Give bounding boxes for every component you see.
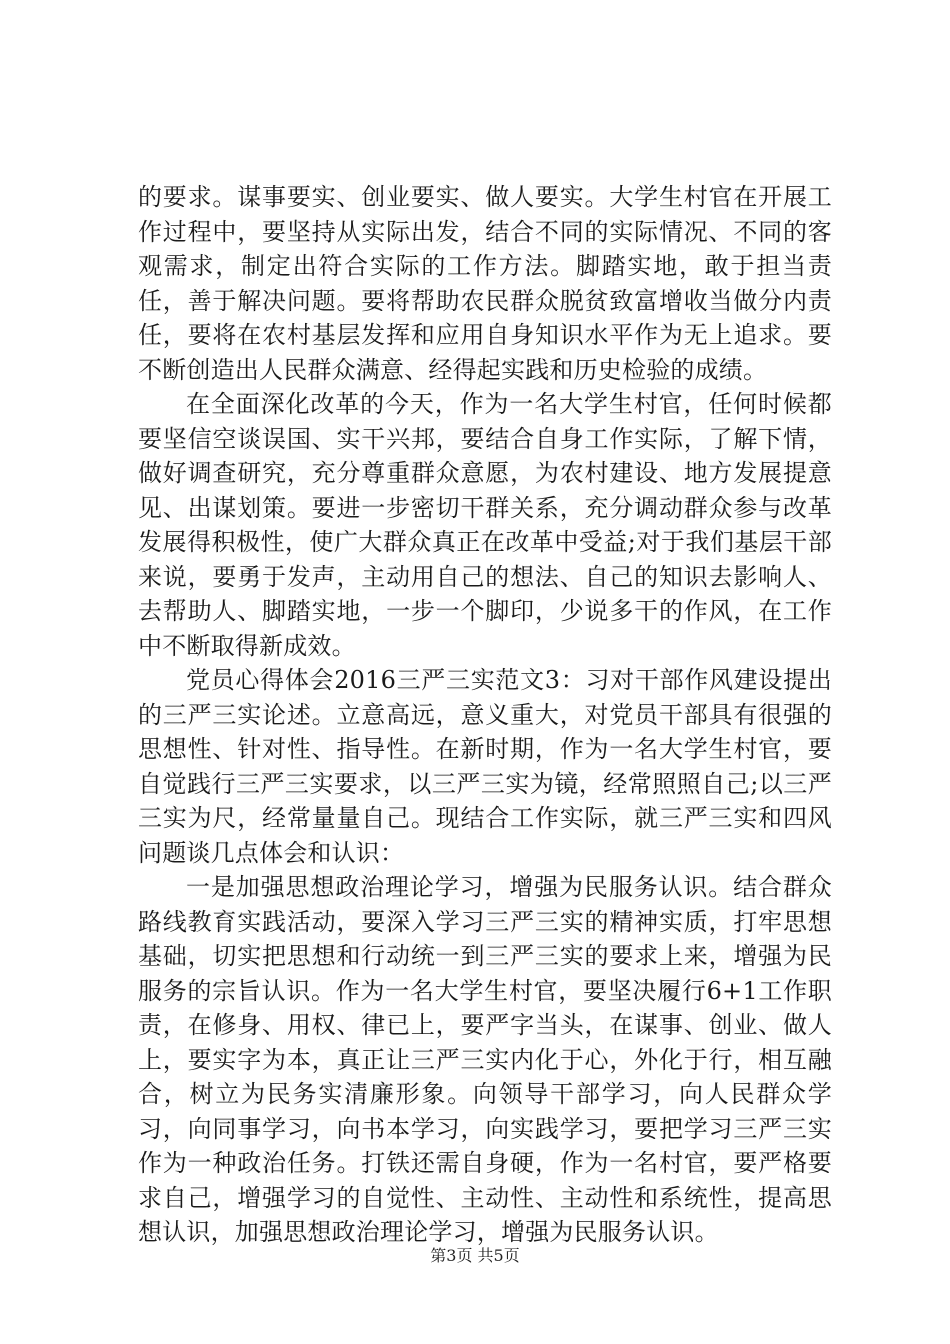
page-number: 第3页 共5页 [430,1246,520,1265]
page-footer [0,1243,950,1266]
paragraph: 党员心得体会2016三严三实范文3：习对干部作风建设提出的三严三实论述。立意高远，意义重大，对党员干部具有很强的思想性、针对性、指导性。在新时期，作为一名大学生村官，要自觉践行三严三实要求，以三严三实为镜，经常照照自己;以三严三实为尺，经常量量自己。现结合工作实际，就三严三实和四风问题谈几点体会和认识： [138,666,832,867]
paragraph: 在全面深化改革的今天，作为一名大学生村官，任何时候都要坚信空谈误国、实干兴邦，要结合自身工作实际，了解下情，做好调查研究，充分尊重群众意愿，为农村建设、地方发展提意见、出谋划策。要进一步密切干群关系，充分调动群众参与改革发展得积极性，使广大群众真正在改革中受益;对于我们基层干部来说，要勇于发声，主动用自己的想法、自己的知识去影响人、去帮助人、脚踏实地，一步一个脚印，少说多干的作风，在工作中不断取得新成效。 [138,390,832,660]
paragraph-continuation: 的要求。谋事要实、创业要实、做人要实。大学生村官在开展工作过程中，要坚持从实际出发，结合不同的实际情况、不同的客观需求，制定出符合实际的工作方法。脚踏实地，敢于担当责任，善于解决问题。要将帮助农民群众脱贫致富增收当做分内责任，要将在农村基层发挥和应用自身知识水平作为无上追求。要不断创造出人民群众满意、经得起实践和历史检验的成绩。 [138,183,832,384]
paragraph: 一是加强思想政治理论学习，增强为民服务认识。结合群众路线教育实践活动，要深入学习三严三实的精神实质，打牢思想基础，切实把思想和行动统一到三严三实的要求上来，增强为民服务的宗旨认识。作为一名大学生村官，要坚决履行6+1工作职责，在修身、用权、律已上，要严字当头，在谋事、创业、做人上，要实字为本，真正让三严三实内化于心，外化于行，相互融合，树立为民务实清廉形象。向领导干部学习，向人民群众学习，向同事学习，向书本学习，向实践学习，要把学习三严三实作为一种政治任务。打铁还需自身硬，作为一名村官，要严格要求自己，增强学习的自觉性、主动性、主动性和系统性，提高思想认识，加强思想政治理论学习，增强为民服务认识。 [138,873,832,1246]
document-body [138,180,832,1250]
